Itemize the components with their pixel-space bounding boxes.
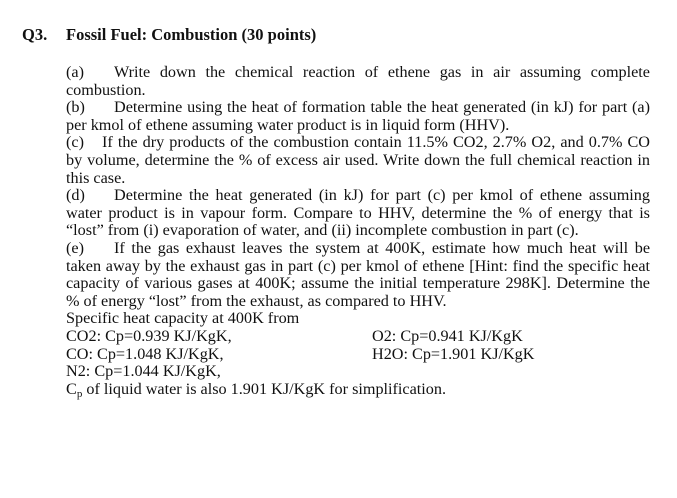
part-e-label: (e) (66, 238, 84, 257)
cp-h2o: H2O: Cp=1.901 KJ/KgK (372, 344, 535, 363)
part-c-label: (c) (66, 133, 84, 152)
question-body (66, 64, 650, 398)
cp-o2: O2: Cp=0.941 KJ/KgK (372, 326, 523, 345)
heat-capacity-row (66, 363, 650, 381)
cp-co2: CO2: Cp=0.939 KJ/KgK, (66, 326, 232, 345)
part-c (66, 134, 650, 187)
part-a-label: (a) (66, 63, 84, 81)
cp-co: CO: Cp=1.048 KJ/KgK, (66, 344, 224, 363)
cp-n2: N2: Cp=1.044 KJ/KgK, (66, 362, 221, 381)
part-b-label: (b) (66, 98, 85, 117)
part-e-text: If the gas exhaust leaves the system at 400K, estimate how much heat will be taken away by the exhaust gas in part (c) per kmol of ethene [Hint: find the specific heat capacity of various gases at 400K; assume the initial temperature 298K]. Determine the % of energy “lost” from the exhaust, as compared to HHV. (66, 238, 650, 310)
cp-symbol: C (66, 379, 77, 398)
part-a (66, 64, 650, 99)
part-c-text: If the dry products of the combustion contain 11.5% CO2, 2.7% O2, and 0.7% CO by volume, determine the % of excess air used. Write down the full chemical reaction in this case. (66, 133, 650, 187)
heat-capacity-row (66, 346, 650, 364)
question-number: Q3. (22, 25, 48, 44)
part-e (66, 240, 650, 310)
cp-liquid-water-text: of liquid water is also 1.901 KJ/KgK for simplification. (82, 379, 447, 398)
heat-capacity-heading: Specific heat capacity at 400K from (66, 309, 300, 328)
part-a-text: Write down the chemical reaction of ethene gas in air assuming complete combustion. (66, 63, 650, 99)
cp-subscript: p (76, 387, 83, 400)
part-b-text: Determine using the heat of formation table the heat generated (in kJ) for part (a) per kmol of ethene assuming water product is in liquid form (HHV). (66, 98, 650, 134)
question-title: Fossil Fuel: Combustion (30 points) (66, 25, 317, 44)
part-d-label: (d) (66, 186, 85, 205)
cp-liquid-water-note (66, 381, 650, 399)
heat-capacity-row (66, 328, 650, 346)
part-b (66, 99, 650, 134)
part-d-text: Determine the heat generated (in kJ) for part (c) per kmol of ethene assuming water product is in vapour form. Compare to HHV, determine the % of energy that is “lost” from (i) evaporation of water, and (ii) incomplete combustion in part (c). (66, 186, 650, 240)
part-d (66, 187, 650, 240)
